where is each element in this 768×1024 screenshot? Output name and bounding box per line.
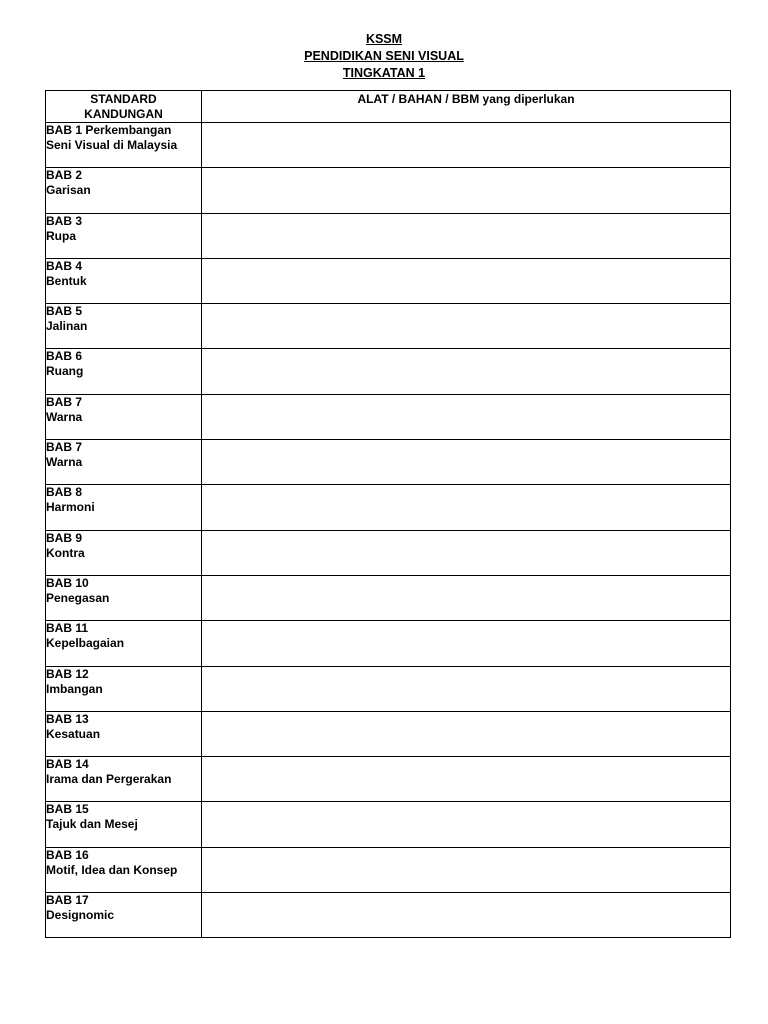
chapter-topic: Warna bbox=[46, 409, 83, 424]
materials-cell[interactable] bbox=[202, 485, 731, 530]
materials-cell[interactable] bbox=[202, 711, 731, 756]
chapter-label: BAB 8 bbox=[46, 485, 83, 500]
chapter-topic: Ruang bbox=[46, 364, 84, 379]
chapter-topic: Bentuk bbox=[46, 273, 87, 288]
materials-cell[interactable] bbox=[202, 847, 731, 892]
chapter-label: BAB 11 bbox=[46, 621, 89, 636]
table-row bbox=[46, 440, 731, 485]
chapter-topic: Harmoni bbox=[46, 500, 95, 515]
materials-cell[interactable] bbox=[202, 893, 731, 938]
standard-cell bbox=[46, 349, 202, 394]
table-row bbox=[46, 847, 731, 892]
chapter-label: BAB 13 bbox=[46, 711, 89, 726]
table-row bbox=[46, 394, 731, 439]
chapter-label: BAB 7 bbox=[46, 440, 83, 455]
materials-cell[interactable] bbox=[202, 123, 731, 168]
table-row bbox=[46, 575, 731, 620]
standard-cell bbox=[46, 893, 202, 938]
chapter-topic: Tajuk dan Mesej bbox=[46, 817, 138, 832]
column-header-standard-line1: STANDARD bbox=[90, 92, 157, 106]
document-header bbox=[0, 31, 768, 82]
chapter-label: BAB 4 bbox=[46, 258, 83, 273]
chapter-label: BAB 2 bbox=[46, 168, 83, 183]
materials-cell[interactable] bbox=[202, 440, 731, 485]
table-row bbox=[46, 666, 731, 711]
chapter-topic: Kepelbagaian bbox=[46, 636, 125, 651]
chapter-label: BAB 12 bbox=[46, 666, 89, 681]
materials-cell[interactable] bbox=[202, 621, 731, 666]
materials-cell[interactable] bbox=[202, 258, 731, 303]
chapter-topic: Kesatuan bbox=[46, 726, 101, 741]
chapter-topic: Garisan bbox=[46, 183, 91, 198]
standard-cell bbox=[46, 711, 202, 756]
table-row bbox=[46, 258, 731, 303]
table-row bbox=[46, 349, 731, 394]
chapter-label: BAB 14 bbox=[46, 757, 89, 772]
column-header-standard-line2: KANDUNGAN bbox=[84, 107, 163, 121]
chapter-label: BAB 15 bbox=[46, 802, 89, 817]
header-kssm: KSSM bbox=[365, 32, 403, 46]
chapter-label: BAB 1 Perkembangan bbox=[46, 123, 172, 137]
chapter-label: BAB 3 bbox=[46, 213, 83, 228]
column-header-materials: ALAT / BAHAN / BBM yang diperlukan bbox=[202, 91, 731, 123]
materials-cell[interactable] bbox=[202, 394, 731, 439]
materials-cell[interactable] bbox=[202, 213, 731, 258]
header-subject: PENDIDIKAN SENI VISUAL bbox=[304, 49, 464, 63]
chapter-topic: Irama dan Pergerakan bbox=[46, 772, 172, 787]
standard-cell bbox=[46, 485, 202, 530]
standard-cell bbox=[46, 123, 202, 168]
materials-cell[interactable] bbox=[202, 575, 731, 620]
chapter-topic: Penegasan bbox=[46, 590, 110, 605]
chapter-topic: Jalinan bbox=[46, 319, 88, 334]
standard-cell bbox=[46, 168, 202, 213]
materials-cell[interactable] bbox=[202, 304, 731, 349]
standard-cell bbox=[46, 847, 202, 892]
column-header-standard bbox=[46, 91, 202, 123]
table-row bbox=[46, 304, 731, 349]
chapter-topic: Rupa bbox=[46, 228, 76, 243]
table-row bbox=[46, 893, 731, 938]
materials-cell[interactable] bbox=[202, 802, 731, 847]
materials-cell[interactable] bbox=[202, 666, 731, 711]
standard-cell bbox=[46, 530, 202, 575]
standard-cell bbox=[46, 575, 202, 620]
table-row bbox=[46, 802, 731, 847]
table-row bbox=[46, 621, 731, 666]
chapter-topic: Kontra bbox=[46, 545, 85, 560]
chapter-label: BAB 7 bbox=[46, 394, 83, 409]
table-row bbox=[46, 168, 731, 213]
standard-cell bbox=[46, 304, 202, 349]
table-row bbox=[46, 757, 731, 802]
header-level: TINGKATAN 1 bbox=[342, 66, 426, 80]
table-body bbox=[46, 123, 731, 938]
standard-cell bbox=[46, 213, 202, 258]
chapter-topic: Motif, Idea dan Konsep bbox=[46, 862, 178, 877]
standard-cell bbox=[46, 394, 202, 439]
chapter-label: BAB 5 bbox=[46, 304, 83, 319]
chapter-topic: Designomic bbox=[46, 908, 115, 923]
standard-cell bbox=[46, 666, 202, 711]
materials-cell[interactable] bbox=[202, 757, 731, 802]
table-row bbox=[46, 123, 731, 168]
chapter-topic: Seni Visual di Malaysia bbox=[46, 138, 178, 152]
materials-table bbox=[45, 90, 731, 938]
table-row bbox=[46, 711, 731, 756]
table-header-row bbox=[46, 91, 731, 123]
chapter-topic: Warna bbox=[46, 455, 83, 470]
standard-cell bbox=[46, 440, 202, 485]
chapter-topic: Imbangan bbox=[46, 681, 103, 696]
chapter-label: BAB 16 bbox=[46, 847, 89, 862]
chapter-label: BAB 6 bbox=[46, 349, 83, 364]
standard-cell bbox=[46, 802, 202, 847]
standard-cell bbox=[46, 621, 202, 666]
chapter-label: BAB 17 bbox=[46, 893, 89, 908]
materials-cell[interactable] bbox=[202, 168, 731, 213]
chapter-label: BAB 10 bbox=[46, 575, 89, 590]
chapter-label: BAB 9 bbox=[46, 530, 83, 545]
standard-cell bbox=[46, 757, 202, 802]
materials-cell[interactable] bbox=[202, 530, 731, 575]
table-row bbox=[46, 530, 731, 575]
table-row bbox=[46, 213, 731, 258]
materials-cell[interactable] bbox=[202, 349, 731, 394]
table-row bbox=[46, 485, 731, 530]
standard-cell bbox=[46, 258, 202, 303]
